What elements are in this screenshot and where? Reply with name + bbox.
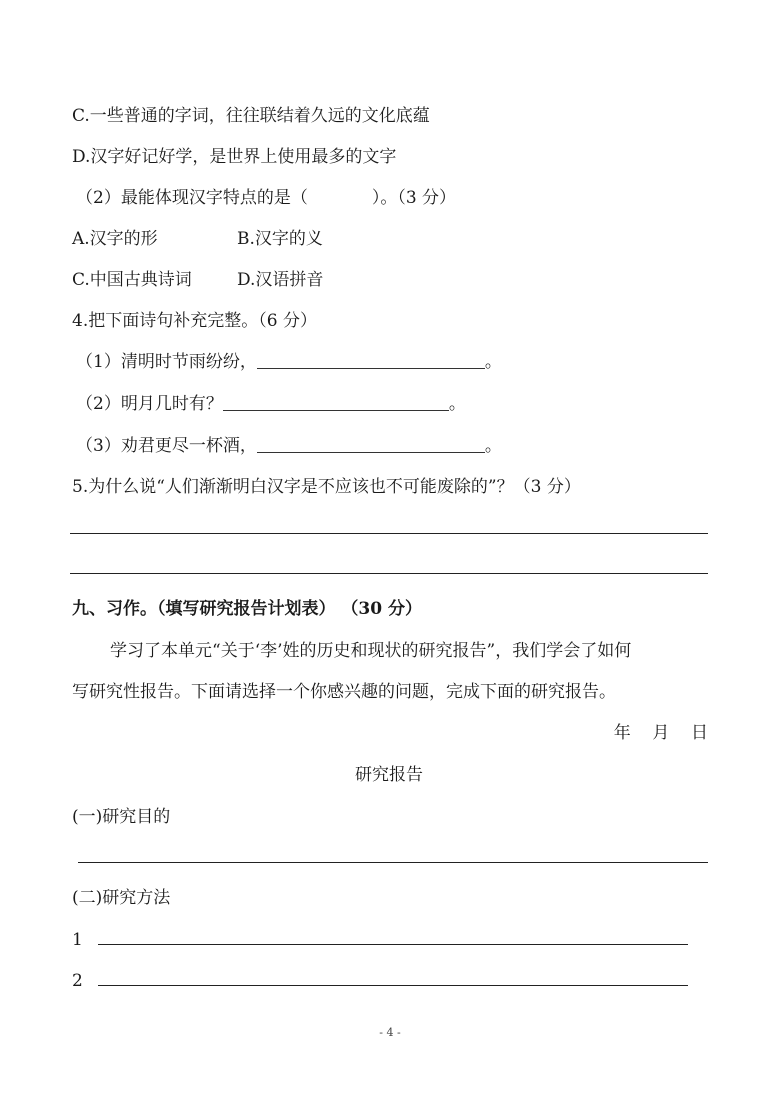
section-9-heading: 九、习作。（填写研究报告计划表） （30 分） [72,599,422,619]
page-number: - 4 - [379,1026,401,1039]
answer-blank[interactable] [257,352,485,369]
method-number-2: 2 [72,971,83,991]
item-suffix: 。 [484,436,502,456]
answer-line-purpose[interactable] [78,862,708,863]
answer-line-q5-2[interactable] [70,573,708,574]
item-suffix: 。 [448,394,466,414]
question-4-item-2 [76,393,466,415]
question-3-sub2-option-c: C.中国古典诗词 [72,270,192,290]
question-3-option-c: C.一些普通的字词，往往联结着久远的文化底蕴 [72,106,430,126]
item-suffix: 。 [484,352,502,372]
question-4-item-1 [76,351,502,373]
section-9-paragraph-2: 写研究性报告。下面请选择一个你感兴趣的问题，完成下面的研究报告。 [72,682,616,702]
section-9-paragraph-1: 学习了本单元“关于‘李’姓的历史和现状的研究报告”，我们学会了如何 [110,641,632,661]
question-3-sub2-option-b: B.汉字的义 [237,229,323,249]
report-part-1-label: (一)研究目的 [72,807,171,827]
prompt-after: ）。（3 分） [371,188,457,208]
prompt-before: （2）最能体现汉字特点的是（ [76,188,308,208]
item-prefix: （3）劝君更尽一杯酒， [76,436,257,456]
method-number-1: 1 [72,930,83,950]
question-3-option-d: D.汉字好记好学，是世界上使用最多的文字 [72,147,397,167]
answer-line-method-1[interactable] [98,944,688,945]
answer-line-method-2[interactable] [98,985,688,986]
answer-line-q5-1[interactable] [70,533,708,534]
item-prefix: （2）明月几时有？ [76,394,223,414]
question-3-sub2-option-d: D.汉语拼音 [237,270,324,290]
date-line: 年 月 日 [613,723,708,743]
question-4-title: 4.把下面诗句补充完整。（6 分） [72,311,317,331]
question-4-item-3 [76,435,502,457]
item-prefix: （1）清明时节雨纷纷， [76,352,257,372]
question-5-title: 5.为什么说“人们渐渐明白汉字是不应该也不可能废除的”？（3 分） [72,477,581,497]
question-3-sub2-prompt [76,187,456,209]
report-title: 研究报告 [355,765,423,785]
report-part-2-label: (二)研究方法 [72,888,171,908]
question-3-sub2-option-a: A.汉字的形 [72,229,158,249]
answer-blank[interactable] [223,394,449,411]
answer-blank[interactable] [257,436,485,453]
